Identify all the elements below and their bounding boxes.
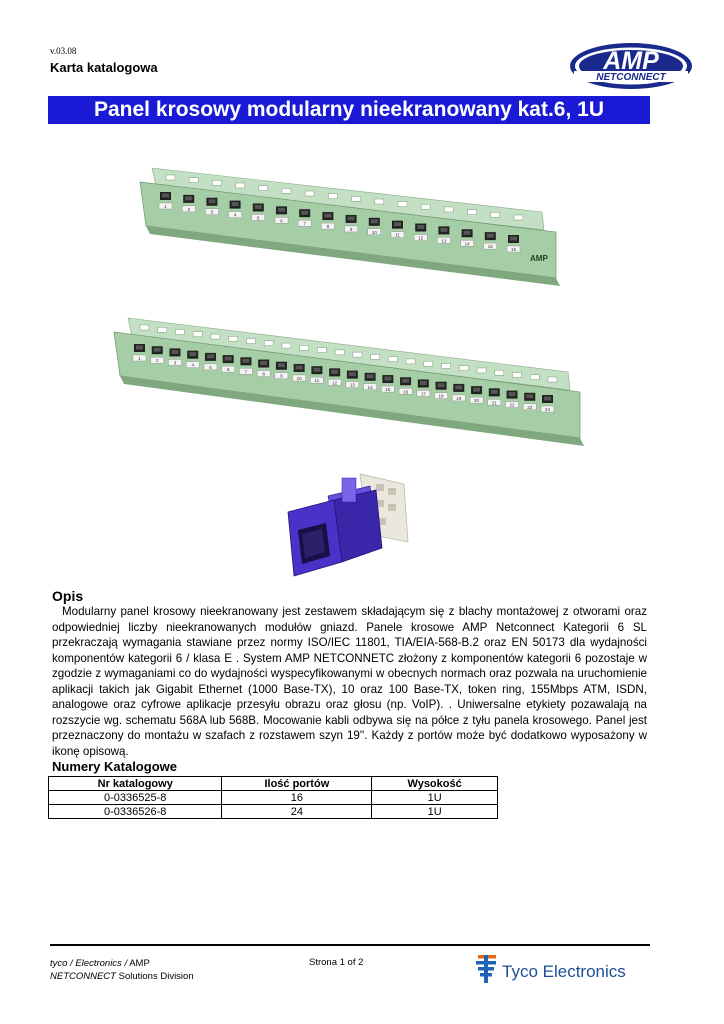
footer-line2-rest: Solutions Division: [115, 971, 194, 982]
table-row: [49, 805, 498, 819]
port-number-label: 19: [456, 395, 462, 401]
port-number-label: 6: [280, 218, 283, 224]
section-heading-opis: Opis: [52, 588, 84, 604]
label-slot: [530, 375, 539, 380]
table-cell: 0-0336526-8: [49, 805, 222, 819]
label-slot: [264, 341, 273, 346]
port-number-label: 11: [314, 378, 320, 384]
label-slot: [513, 372, 522, 377]
port-number-label: 2: [155, 358, 159, 364]
port-number-label: 9: [349, 226, 353, 232]
label-slot: [166, 175, 175, 180]
label-slot: [352, 196, 361, 201]
label-slot: [212, 180, 221, 185]
port-number-label: 12: [418, 235, 424, 241]
label-slot: [282, 188, 291, 193]
port-number-label: 10: [296, 375, 302, 381]
patch-panels-image: [90, 150, 610, 460]
label-slot: [282, 343, 291, 348]
tyco-electronics-logo: [474, 952, 654, 986]
document-type: Karta katalogowa: [50, 60, 158, 75]
description-text: [52, 604, 647, 759]
panel16-brand: AMP: [530, 254, 548, 263]
port-number-label: 14: [367, 384, 373, 390]
label-slot: [388, 357, 397, 362]
patch-panel-24: [114, 318, 584, 446]
label-slot: [406, 359, 415, 364]
table-cell: 1U: [372, 791, 498, 805]
port-number-label: 21: [491, 400, 497, 406]
footer-line1-italic: tyco / Electronics /: [50, 958, 128, 969]
label-slot: [259, 186, 268, 191]
tyco-brand-text: Tyco Electronics: [502, 962, 626, 981]
label-slot: [335, 350, 344, 355]
label-slot: [328, 194, 337, 199]
port-number-label: 4: [191, 362, 194, 368]
port-number-label: 3: [210, 209, 214, 215]
port-number-label: 13: [441, 238, 447, 244]
page-number: Strona 1 of 2: [309, 957, 364, 968]
label-slot: [491, 212, 500, 217]
label-slot: [211, 334, 220, 339]
table-cell: 16: [222, 791, 372, 805]
port-number-label: 6: [226, 367, 230, 373]
port-number-label: 1: [138, 356, 141, 361]
keystone-jack-image: [272, 470, 422, 585]
label-slot: [375, 199, 384, 204]
label-slot: [468, 210, 477, 215]
port-number-label: 10: [371, 229, 377, 235]
label-slot: [175, 330, 184, 335]
port-number-label: 18: [438, 393, 444, 399]
tyco-emblem-icon: [476, 955, 496, 983]
label-slot: [514, 215, 523, 220]
footer-divider: [50, 944, 650, 946]
label-slot: [158, 327, 167, 332]
port-number-label: 15: [487, 244, 493, 250]
port-number-label: 22: [509, 402, 515, 408]
label-slot: [140, 325, 149, 330]
label-slot: [317, 348, 326, 353]
description-body: Modularny panel krosowy nieekranowany jest zestawem składającym się z blachy montażowej z otworami oraz odpowiedniej liczby nieekranowanych modułów gniazd. Panele krosowe AMP Netconnect Kategorii 6 SL przekraczają wymagania stawiane przez normy ISO/IEC 11801, TIA/EIA-568-B.2 oraz EN 50173 dla wydajności komponentów kategorii 6 / klasa E . System AMP NETCONNETC złożony z komponentów kategorii 6 pozostaje w zgodzie z wymaganiami co do wydajności wyspecyfikowanymi w obecnych normach oraz pozwala na uruchomienie aplikacji takich jak Gigabit Ethernet (1000 Base-TX), 10 oraz 100 Base-TX, token ring, 155Mbps ATM, ISDN, analogowe oraz cyfrowe aplikacje przesyłu obrazu oraz głosu (np. VoIP). . Uniwersalne etykiety pozawalają na rozszycie wg. schematu 568A lub 568B. Mocowanie kabli odbywa się na półce z tyłu panela krosowego. Panel jest przeznaczony do montażu w szafach z rozstawem szyn 19''. Każdy z portów może być dodatkowo wyposażony w ikonę opisową.: [52, 605, 647, 758]
port-number-label: 13: [349, 382, 355, 388]
port-number-label: 3: [173, 360, 177, 366]
label-slot: [246, 339, 255, 344]
port-number-label: 12: [332, 380, 338, 386]
port-number-label: 9: [280, 373, 283, 379]
port-number-label: 5: [209, 364, 212, 370]
port-number-label: 15: [385, 387, 391, 393]
port-number-label: 8: [326, 224, 330, 230]
footer-company: [50, 957, 194, 983]
port-number-label: 2: [187, 206, 190, 212]
logo-amp-text: AMP: [603, 47, 659, 75]
footer-line2-italic: NETCONNECT: [50, 971, 116, 982]
label-slot: [421, 204, 430, 209]
port-number-label: 24: [544, 407, 551, 412]
label-slot: [189, 178, 198, 183]
catalog-table: [48, 776, 498, 819]
label-slot: [398, 202, 407, 207]
port-number-label: 20: [474, 398, 480, 404]
port-number-label: 16: [510, 247, 517, 252]
port-number-label: 4: [233, 212, 237, 218]
label-slot: [371, 354, 380, 359]
table-row: [49, 791, 498, 805]
label-slot: [193, 332, 202, 337]
port-number-label: 14: [464, 241, 470, 247]
port-number-label: 7: [303, 221, 306, 227]
amp-netconnect-logo: [568, 40, 694, 92]
table-cell: 1U: [372, 805, 498, 819]
label-slot: [300, 345, 309, 350]
label-slot: [459, 366, 468, 371]
table-header-row: [49, 777, 498, 791]
label-slot: [442, 363, 451, 368]
version-label: v.03.08: [50, 46, 77, 56]
port-number-label: 8: [262, 371, 265, 377]
page-title: Panel krosowy modularny nieekranowany kat.6, 1U: [48, 96, 650, 124]
port-number-label: 17: [420, 391, 426, 397]
label-slot: [444, 207, 453, 212]
footer-line1-rest: AMP: [127, 958, 150, 969]
logo-netconnect-text: NETCONNECT: [596, 72, 666, 83]
table-cell: 0-0336525-8: [49, 791, 222, 805]
port-number-label: 5: [257, 215, 260, 221]
label-slot: [548, 377, 557, 382]
port-number-label: 23: [527, 404, 533, 410]
label-slot: [229, 336, 238, 341]
port-number-label: 1: [164, 204, 167, 209]
label-slot: [353, 352, 362, 357]
label-slot: [495, 370, 504, 375]
label-slot: [477, 368, 486, 373]
column-header: Ilość portów: [222, 777, 372, 791]
label-slot: [305, 191, 314, 196]
port-number-label: 7: [244, 369, 248, 375]
label-slot: [424, 361, 433, 366]
section-heading-numery: Numery Katalogowe: [52, 759, 177, 774]
port-number-label: 11: [395, 232, 400, 238]
patch-panel-16: [140, 168, 560, 286]
column-header: Wysokość: [372, 777, 498, 791]
table-cell: 24: [222, 805, 372, 819]
port-number-label: 16: [403, 389, 409, 395]
label-slot: [236, 183, 245, 188]
column-header: Nr katalogowy: [49, 777, 222, 791]
